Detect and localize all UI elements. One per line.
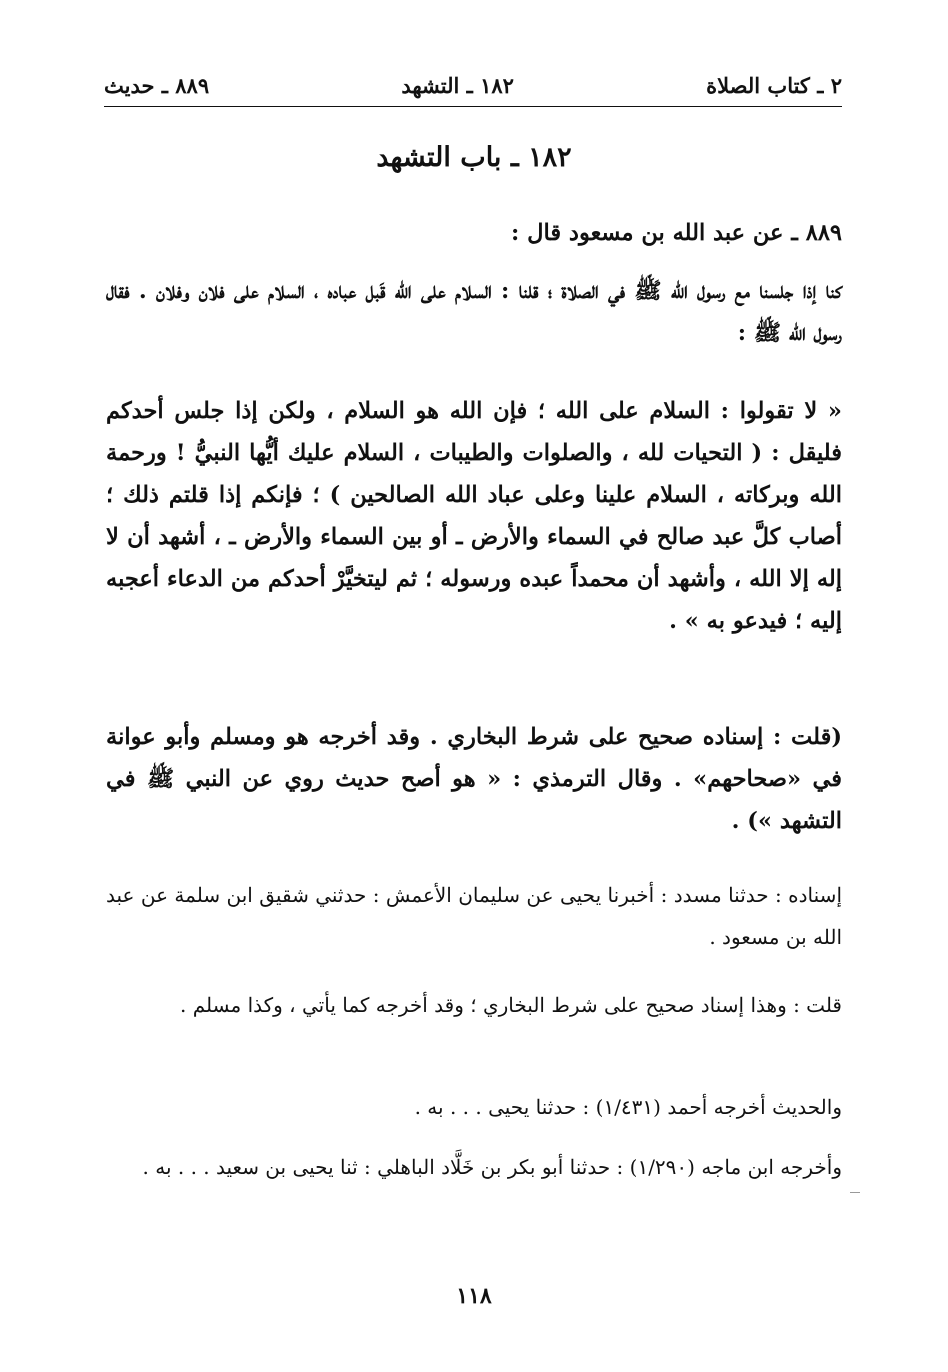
header-hadith-number: ٨٨٩ ـ حديث (104, 72, 210, 98)
running-header (104, 70, 842, 100)
header-rule (104, 106, 842, 107)
page-number: ١١٨ (456, 1283, 492, 1309)
scan-mark (850, 1192, 860, 1193)
takhrij-ibn-majah: وأخرجه ابن ماجه (١/٢٩٠) : حدثنا أبو بكر بن خَلَّاد الباهلي : ثنا يحيى بن سعيد . . . به . (142, 1155, 842, 1179)
takhrij-ahmad: والحديث أخرجه أحمد (١/٤٣١) : حدثنا يحيى . . . به . (414, 1095, 842, 1119)
hadith-intro: ٨٨٩ ـ عن عبد الله بن مسعود قال : (511, 220, 842, 246)
isnad-comment: قلت : وهذا إسناد صحيح على شرط البخاري ؛ وقد أخرجه كما يأتي ، وكذا مسلم . (180, 993, 842, 1017)
isnad-paragraph: إسناده : حدثنا مسدد : أخبرنا يحيى عن سليمان الأعمش : حدثني شقيق ابن سلمة عن عبد الله بن مسعود . (106, 883, 842, 949)
hadith-context: كنا إذا جلسنا مع رسول الله ﷺ في الصلاة ؛ قلنا : السلام على الله قَبل عباده ، السلام على فلان وفلان . فقال رسول الله ﷺ : (106, 278, 842, 346)
hadith-text: « لا تقولوا : السلام على الله ؛ فإن الله هو السلام ، ولكن إذا جلس أحدكم فليقل : ( التحيات لله ، والصلوات والطيبات ، السلام عليك أيُّها النبيُّ ! ورحمة الله وبركاته ، السلام علينا وعلى عباد الله الصالحين ) ؛ فإنكم إذا قلتم ذلك ؛ أصاب كلَّ عبد صالح في السماء والأرض ـ أو بين السماء والأرض ـ ، أشهد أن لا إله إلا الله ، وأشهد أن محمداً عبده ورسوله ؛ ثم ليتخيَّرْ أحدكم من الدعاء أعجبه إليه ؛ فيدعو به » . (106, 398, 842, 634)
header-chapter: ١٨٢ ـ التشهد (401, 72, 514, 98)
author-grading: (قلت : إسناده صحيح على شرط البخاري . وقد أخرجه هو ومسلم وأبو عوانة في «صحاحهم» . وقال الترمذي : « هو أصح حديث روي عن النبي ﷺ في التشهد ») . (106, 724, 842, 834)
chapter-title: ١٨٢ ـ باب التشهد (376, 142, 572, 173)
header-book-title: ٢ ـ كتاب الصلاة (706, 72, 842, 98)
